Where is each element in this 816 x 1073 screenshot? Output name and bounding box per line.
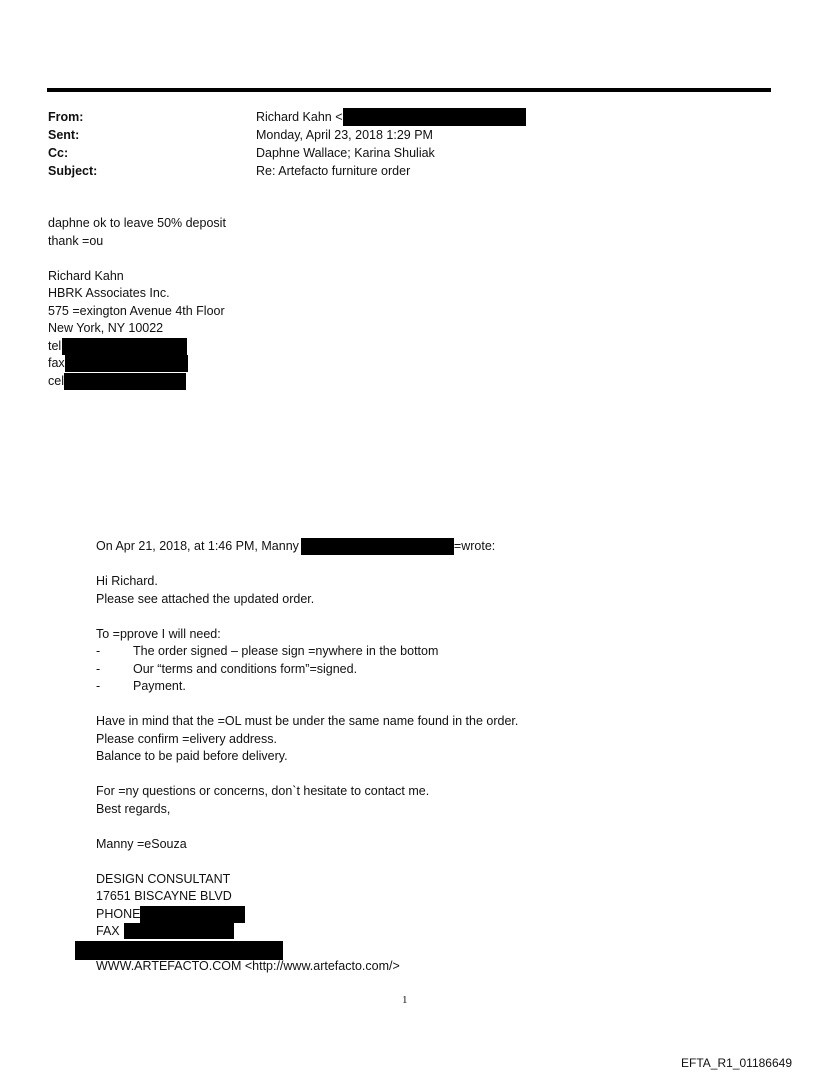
sender-phone — [96, 906, 518, 924]
cc-value: Daphne Wallace; Karina Shuliak — [256, 146, 435, 160]
fax-label: fax — [48, 356, 65, 370]
header-rule — [47, 88, 771, 92]
quoted-line: Please see attached the updated order. — [96, 591, 315, 606]
quoted-intro — [96, 538, 518, 556]
subject-label: Subject: — [48, 164, 98, 178]
quoted-line: To =pprove I will need: — [96, 626, 221, 641]
redaction-box — [343, 108, 526, 126]
redaction-box — [301, 538, 454, 555]
cel-label: cel — [48, 373, 64, 388]
list-item-text: The order signed – please sign =nywhere in the bottom — [133, 644, 439, 658]
redaction-box — [65, 355, 188, 372]
signature-address: 575 =exington Avenue 4th Floor — [48, 303, 225, 318]
redaction-box — [64, 373, 186, 390]
tel-label: tel — [48, 338, 62, 353]
list-item — [96, 678, 518, 696]
subject-value: Re: Artefacto furniture order — [256, 164, 411, 178]
from-name: Richard Kahn < — [256, 110, 343, 124]
signature-fax — [48, 355, 226, 373]
quoted-intro-wrote: =wrote: — [453, 539, 496, 553]
reply-line: daphne ok to leave 50% deposit — [48, 216, 226, 230]
sender-fax — [96, 923, 518, 941]
from-value — [256, 108, 526, 126]
sender-title: DESIGN CONSULTANT — [96, 871, 231, 886]
sender-website: WWW.ARTEFACTO.COM <http://www.artefacto.com/> — [96, 959, 400, 973]
page-number: 1 — [402, 994, 408, 1006]
signature-city: New York, NY 10022 — [48, 321, 164, 335]
quoted-line: Have in mind that the =OL must be under the same name found in the order. — [96, 714, 519, 728]
sender-redacted-line — [96, 941, 518, 959]
quoted-line: For =ny questions or concerns, don`t hesitate to contact me. — [96, 784, 430, 798]
list-item-text: Our “terms and conditions form”=signed. — [133, 661, 358, 676]
redaction-box — [140, 906, 245, 923]
phone-label: PHONE — [96, 906, 141, 921]
reply-body — [48, 215, 226, 390]
quoted-intro-text: On Apr 21, 2018, at 1:46 PM, Manny — [96, 539, 299, 553]
reply-line: thank =ou — [48, 233, 104, 248]
quoted-line: Please confirm =elivery address. — [96, 731, 277, 746]
sender-name: Manny =eSouza — [96, 836, 187, 851]
list-item-text: Payment. — [133, 679, 186, 693]
quoted-message — [96, 538, 518, 976]
redaction-box — [124, 923, 234, 939]
list-item — [96, 643, 518, 661]
signature-company: HBRK Associates Inc. — [48, 286, 170, 300]
quoted-line: Balance to be paid before delivery. — [96, 749, 288, 763]
bullet-dash: - — [96, 644, 101, 658]
redaction-box — [62, 338, 187, 355]
sender-address: 17651 BISCAYNE BLVD — [96, 889, 232, 903]
redaction-box — [75, 941, 283, 960]
cc-label: Cc: — [48, 146, 69, 160]
quoted-line: Best regards, — [96, 801, 171, 816]
signature-tel — [48, 338, 226, 356]
quoted-greeting: Hi Richard. — [96, 574, 158, 588]
document-id: EFTA_R1_01186649 — [681, 1056, 792, 1070]
bullet-dash: - — [96, 661, 101, 676]
signature-name: Richard Kahn — [48, 268, 124, 283]
bullet-dash: - — [96, 679, 101, 693]
from-label: From: — [48, 110, 84, 124]
sent-value: Monday, April 23, 2018 1:29 PM — [256, 128, 433, 142]
fax-label: FAX — [96, 924, 120, 938]
signature-cel — [48, 373, 226, 391]
list-item — [96, 661, 518, 679]
sent-label: Sent: — [48, 128, 80, 142]
